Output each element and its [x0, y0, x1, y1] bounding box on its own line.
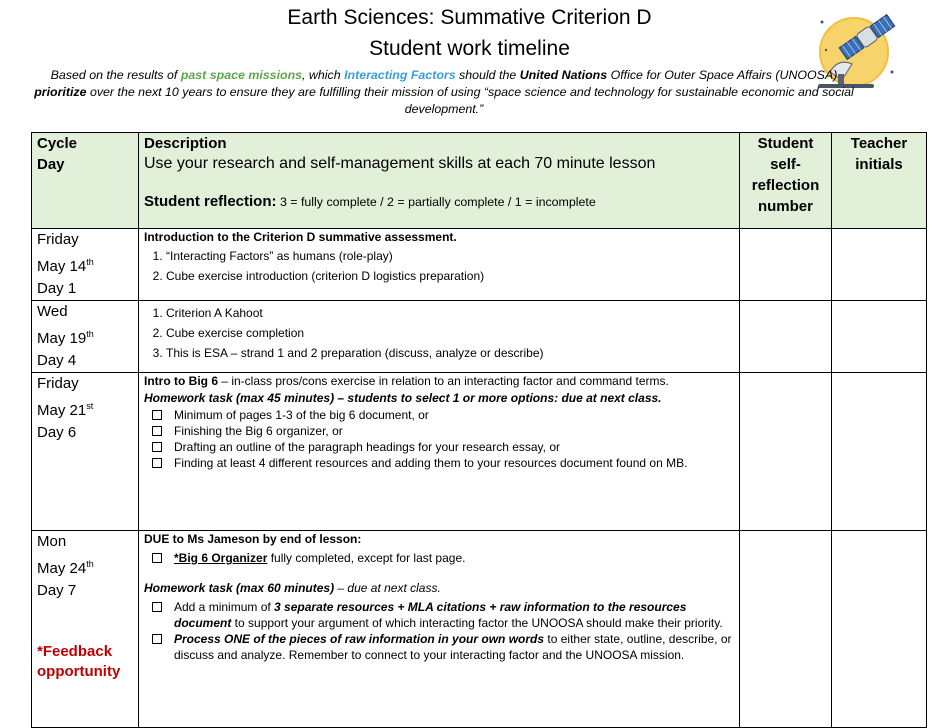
reflection-cell: [740, 229, 832, 301]
reflection-cell: [740, 373, 832, 531]
table-row: Friday May 21st Day 6 Intro to Big 6 – in-class pros/cons exercise in relation to an interacting factor and command terms. Homework task (max 45 minutes) – students to select 1 or more options: due at next class. Minimum of pages 1-3 of the big 6 document, or Finishing the Big 6 organizer, or Drafting an outline of the paragraph headings for your research essay, or Finding at least 4 different resources and adding them to your resources document found on MB.: [32, 373, 927, 531]
intro-paragraph: Based on the results of past space missions, which Interacting Factors should the United Nations Office for Outer Space Affairs (UNOOSA) prioritize over the next 10 years to ensure they are fulfilling their mission of using “space science and technology for sustainable economic and social development.”: [34, 68, 854, 116]
page-subtitle: Student work timeline: [369, 37, 570, 60]
reflection-cell: [740, 531, 832, 728]
table-row: Friday May 14th Day 1 Introduction to the Criterion D summative assessment. 1. “Interacting Factors” as humans (role-play) 2. Cube exercise introduction (criterion D logistics preparation): [32, 229, 927, 301]
header-description: Description Use your research and self-management skills at each 70 minute lesson Student reflection: 3 = fully complete / 2 = partially complete / 1 = incomplete: [139, 133, 740, 229]
header-student-reflection: Student self- reflection number: [740, 133, 832, 229]
timeline-table: [31, 132, 927, 728]
table-row: Mon May 24th Day 7 *Feedback opportunity DUE to Ms Jameson by end of lesson: *Big 6 Organizer fully completed, except for last page. Homework task (max 60 minutes) – due at next class. Add a minimum of 3 separate resources + MLA citations + raw information to the resources document to support your argument of which interacting factor the UNOOSA should make their priority. Process ONE of the pieces of raw information in your own words to either state, outline, describe, or discuss and analyze. Remember to connect to your interacting factor and the UNOOSA mission.: [32, 531, 927, 728]
initials-cell: [832, 373, 927, 531]
page-title: Earth Sciences: Summative Criterion D: [287, 6, 652, 29]
header-cycle-day: Cycle Day: [32, 133, 139, 229]
initials-cell: [832, 229, 927, 301]
reflection-cell: [740, 301, 832, 373]
table-row: Wed May 19th Day 4 1. Criterion A Kahoot 2. Cube exercise completion 3. This is ESA – strand 1 and 2 preparation (discuss, analyze or describe): [32, 301, 927, 373]
initials-cell: [832, 531, 927, 728]
header-teacher-initials: Teacher initials: [832, 133, 927, 229]
initials-cell: [832, 301, 927, 373]
feedback-label: *Feedback opportunity: [37, 643, 121, 680]
